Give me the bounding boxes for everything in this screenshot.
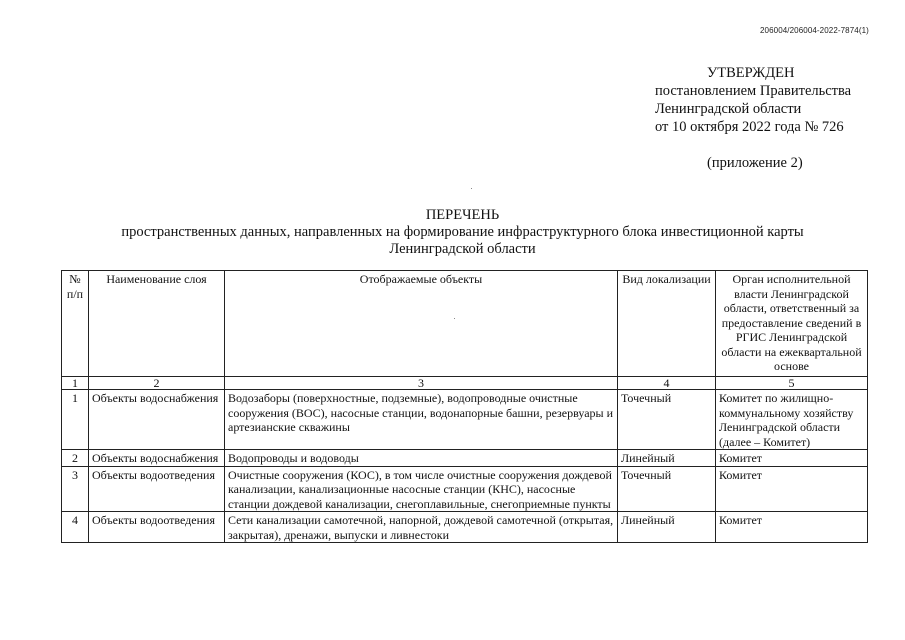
approval-stamp bbox=[655, 64, 851, 136]
row-authority: Комитет bbox=[716, 466, 868, 512]
table-row bbox=[62, 390, 868, 450]
header-layer-name: Наименование слоя bbox=[89, 271, 225, 377]
row-authority: Комитет bbox=[716, 450, 868, 467]
title-subtitle: пространственных данных, направленных на формирование инфраструктурного блока инвестиционной карты bbox=[121, 224, 804, 240]
header-localization: Вид локализации bbox=[618, 271, 716, 377]
title-heading: ПЕРЕЧЕНЬ bbox=[425, 207, 500, 223]
row-layer-name: Объекты водоснабжения bbox=[89, 450, 225, 467]
table-row bbox=[62, 512, 868, 543]
row-objects: Водопроводы и водоводы bbox=[225, 450, 618, 467]
row-objects: Сети канализации самотечной, напорной, дождевой самотечной (открытая, закрытая), дренажи, выпуски и ливнестоки bbox=[225, 512, 618, 543]
approval-heading: УТВЕРЖДЕН bbox=[707, 65, 795, 81]
row-authority: Комитет по жилищно-коммунальному хозяйству Ленинградской области (далее – Комитет) bbox=[716, 390, 868, 450]
column-number: 4 bbox=[618, 377, 716, 390]
column-number: 2 bbox=[89, 377, 225, 390]
document-id: 206004/206004-2022-7874(1) bbox=[760, 26, 869, 35]
row-layer-name: Объекты водоснабжения bbox=[89, 390, 225, 450]
scan-speck bbox=[454, 318, 455, 319]
header-num: № п/п bbox=[62, 271, 89, 377]
row-localization: Линейный bbox=[618, 512, 716, 543]
scan-speck bbox=[471, 188, 472, 189]
column-number: 3 bbox=[225, 377, 618, 390]
column-number: 1 bbox=[62, 377, 89, 390]
approval-line: постановлением Правительства bbox=[655, 83, 852, 99]
row-num: 3 bbox=[62, 466, 89, 512]
row-objects: Водозаборы (поверхностные, подземные), водопроводные очистные сооружения (ВОС), насосные станции, водонапорные башни, резервуары и артезианские скважины bbox=[225, 390, 618, 450]
row-num: 4 bbox=[62, 512, 89, 543]
table-row bbox=[62, 450, 868, 467]
approval-date: от 10 октября 2022 года № 726 bbox=[655, 119, 844, 135]
row-authority: Комитет bbox=[716, 512, 868, 543]
row-localization: Точечный bbox=[618, 390, 716, 450]
table-header-row bbox=[62, 271, 868, 377]
column-number: 5 bbox=[716, 377, 868, 390]
header-authority: Орган исполнительной власти Ленинградской области, ответственный за предоставление сведений в РГИС Ленинградской области на ежеквартальной основе bbox=[716, 271, 868, 377]
column-number-row bbox=[62, 377, 868, 390]
appendix-label: (приложение 2) bbox=[707, 155, 803, 171]
document-title bbox=[60, 207, 865, 258]
row-objects: Очистные сооружения (КОС), в том числе очистные сооружения дождевой канализации, канализационные насосные станции (КНС), насосные станции дождевой канализации, снегоплавильные, снегоприемные пункты bbox=[225, 466, 618, 512]
header-objects: Отображаемые объекты bbox=[225, 271, 618, 377]
row-localization: Линейный bbox=[618, 450, 716, 467]
row-localization: Точечный bbox=[618, 466, 716, 512]
row-layer-name: Объекты водоотведения bbox=[89, 466, 225, 512]
data-table bbox=[61, 270, 868, 543]
row-layer-name: Объекты водоотведения bbox=[89, 512, 225, 543]
table-row bbox=[62, 466, 868, 512]
approval-line: Ленинградской области bbox=[655, 101, 802, 117]
title-subtitle: Ленинградской области bbox=[389, 241, 536, 257]
row-num: 2 bbox=[62, 450, 89, 467]
row-num: 1 bbox=[62, 390, 89, 450]
